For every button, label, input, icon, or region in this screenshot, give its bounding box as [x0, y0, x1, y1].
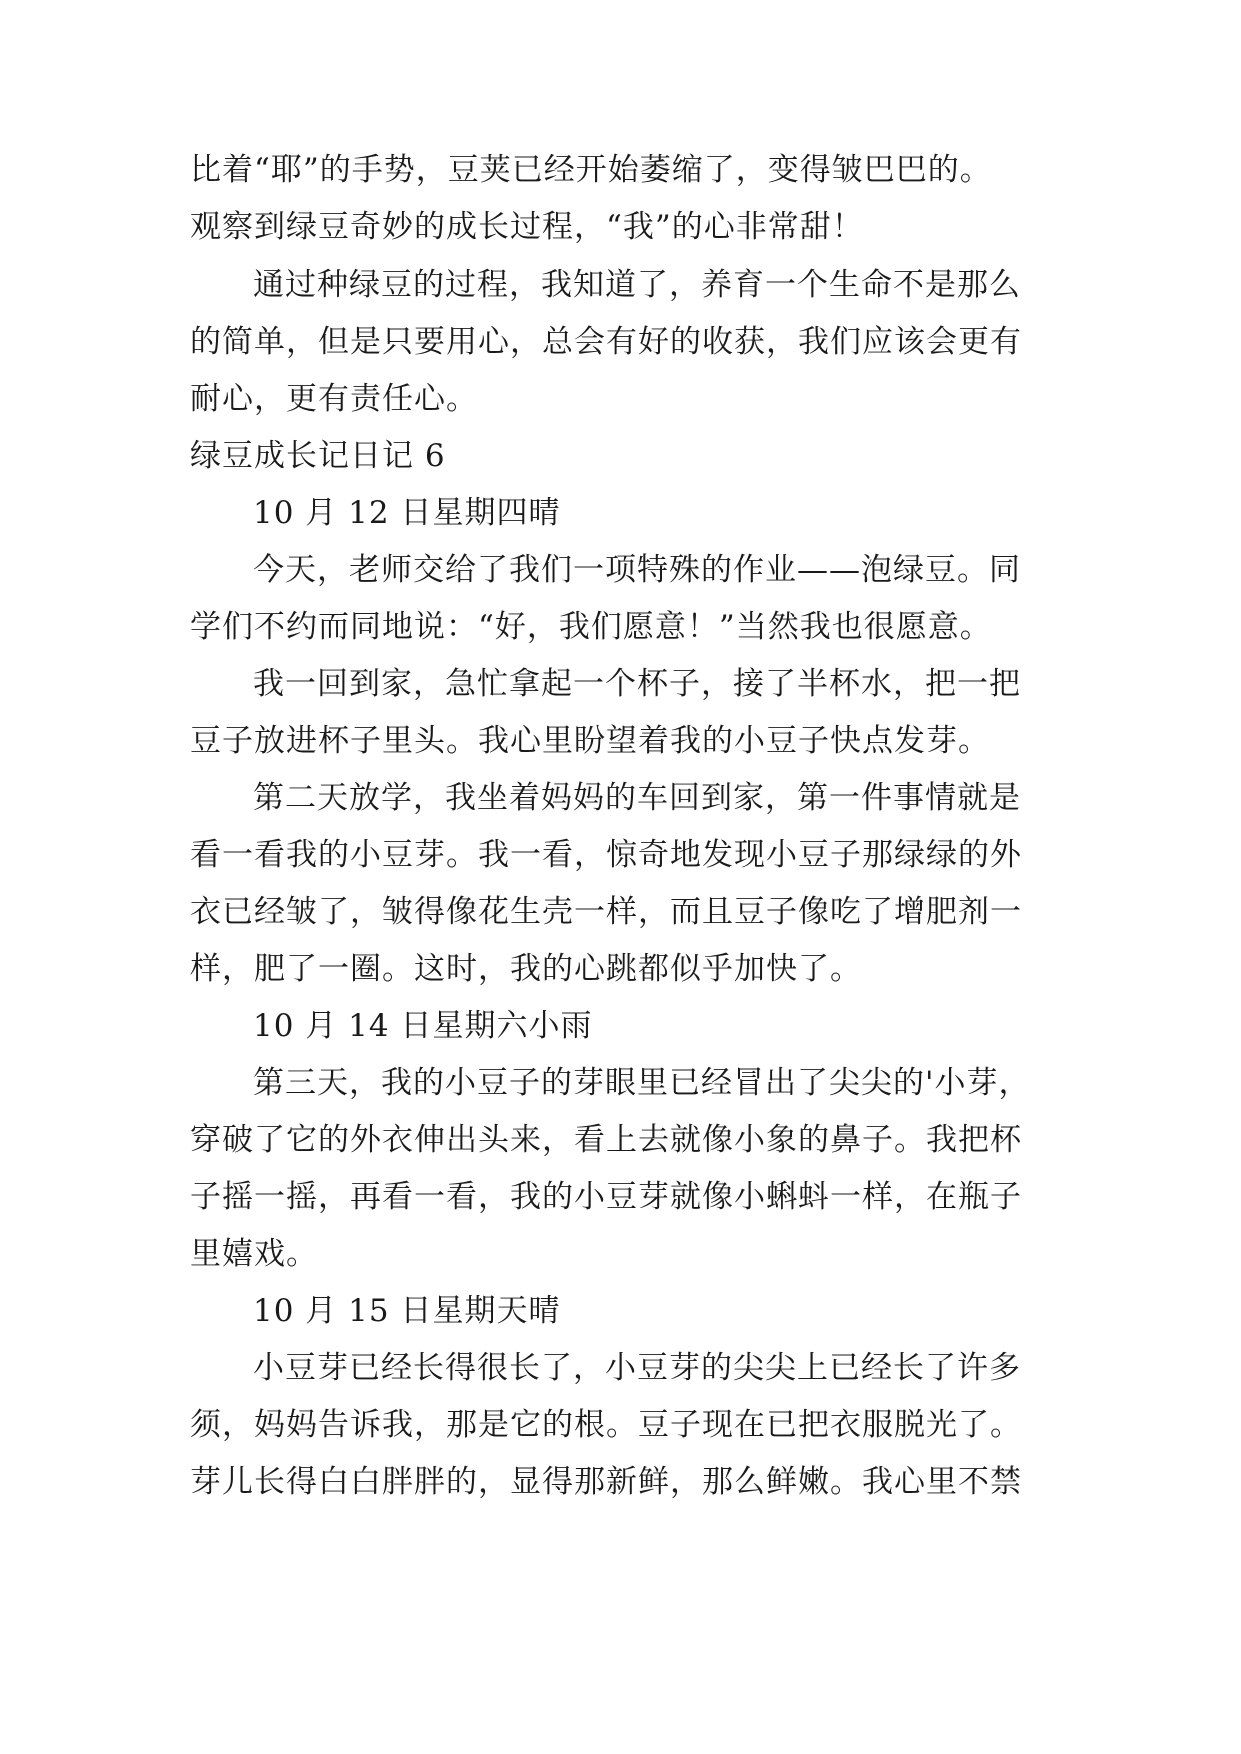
text-line: 看一看我的小豆芽。我一看，惊奇地发现小豆子那绿绿的外: [190, 837, 1022, 873]
date-line: 10 月 14 日星期六小雨: [253, 1008, 593, 1044]
text-line: 观察到绿豆奇妙的成长过程，“我”的心非常甜！: [190, 209, 864, 245]
text-line: 衣已经皱了，皱得像花生壳一样，而且豆子像吃了增肥剂一: [190, 894, 1022, 930]
text-line: 穿破了它的外衣伸出头来，看上去就像小象的鼻子。我把杯: [190, 1122, 1022, 1158]
text-line: 子摇一摇，再看一看，我的小豆芽就像小蝌蚪一样，在瓶子: [190, 1179, 1022, 1215]
text-line: 芽儿长得白白胖胖的，显得那新鲜，那么鲜嫩。我心里不禁: [190, 1464, 1022, 1500]
section-heading: 绿豆成长记日记 6: [190, 438, 446, 474]
text-line: 样，肥了一圈。这时，我的心跳都似乎加快了。: [190, 951, 862, 987]
text-line: 的简单，但是只要用心，总会有好的收获，我们应该会更有: [190, 324, 1022, 360]
date-line: 10 月 12 日星期四晴: [253, 495, 561, 531]
text-line: 须，妈妈告诉我，那是它的根。豆子现在已把衣服脱光了。: [190, 1407, 1022, 1443]
date-line: 10 月 15 日星期天晴: [253, 1293, 561, 1329]
paragraph-start-line: 我一回到家，急忙拿起一个杯子，接了半杯水，把一把: [253, 666, 1021, 702]
text-line: 比着“耶”的手势，豆荚已经开始萎缩了，变得皱巴巴的。: [190, 152, 992, 188]
text-line: 豆子放进杯子里头。我心里盼望着我的小豆子快点发芽。: [190, 723, 990, 759]
paragraph-start-line: 第三天，我的小豆子的芽眼里已经冒出了尖尖的'小芽，: [253, 1065, 1031, 1101]
paragraph-start-line: 第二天放学，我坐着妈妈的车回到家，第一件事情就是: [253, 780, 1021, 816]
text-line: 里嬉戏。: [190, 1236, 318, 1272]
paragraph-start-line: 小豆芽已经长得很长了，小豆芽的尖尖上已经长了许多: [253, 1350, 1021, 1386]
paragraph-start-line: 通过种绿豆的过程，我知道了，养育一个生命不是那么: [253, 267, 1021, 303]
paragraph-start-line: 今天，老师交给了我们一项特殊的作业——泡绿豆。同: [253, 552, 1021, 588]
text-line: 学们不约而同地说：“好，我们愿意！”当然我也很愿意。: [190, 609, 992, 645]
text-line: 耐心，更有责任心。: [190, 381, 478, 417]
